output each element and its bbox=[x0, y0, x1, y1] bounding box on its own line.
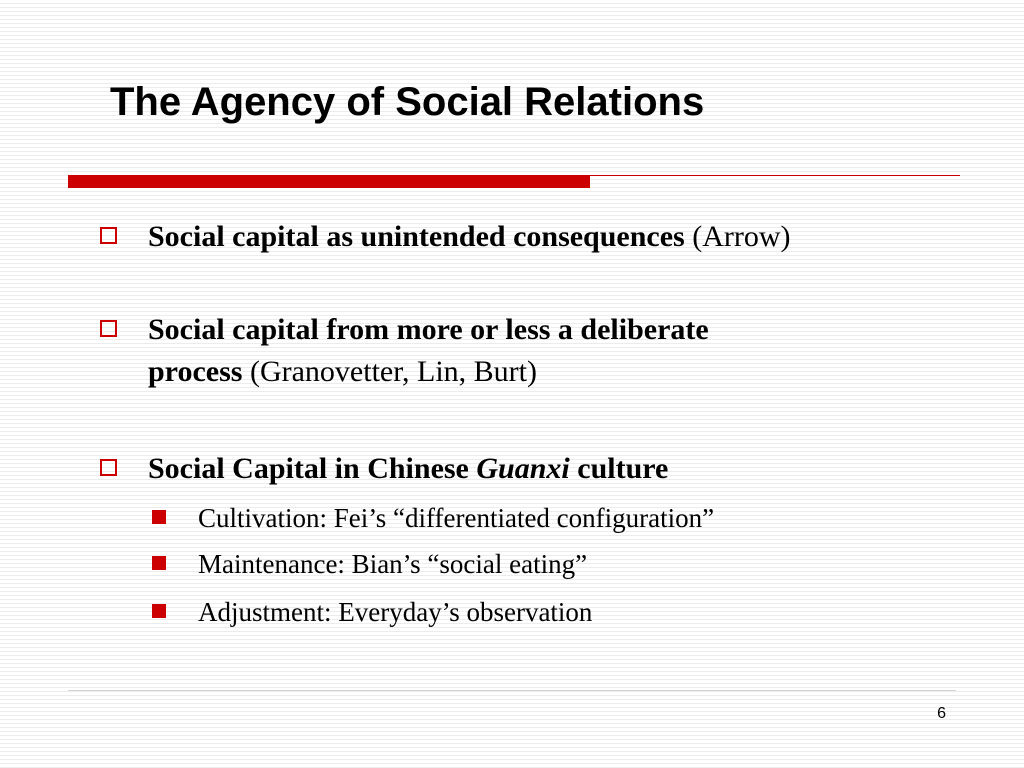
bullet-item-deliberate bbox=[148, 309, 968, 393]
bullet-citation: (Granovetter, Lin, Burt) bbox=[242, 355, 537, 388]
bullet-bold-text-line2: process bbox=[148, 355, 243, 388]
sub-bullet-adjustment bbox=[198, 594, 958, 630]
filled-square-icon bbox=[152, 556, 166, 570]
hollow-square-icon bbox=[100, 320, 117, 337]
slide-title: The Agency of Social Relations bbox=[110, 80, 705, 124]
footer-divider bbox=[68, 690, 956, 691]
bullet-bold-text: Social Capital in Chinese bbox=[148, 452, 477, 485]
bullet-citation: (Arrow) bbox=[684, 220, 791, 253]
hollow-square-icon bbox=[100, 227, 117, 244]
bullet-item-guanxi bbox=[148, 448, 968, 490]
sub-bullet-cultivation bbox=[198, 500, 958, 536]
bullet-item-arrow bbox=[148, 216, 968, 258]
hollow-square-icon bbox=[100, 459, 117, 476]
title-underline-thin bbox=[590, 175, 960, 176]
filled-square-icon bbox=[152, 510, 166, 524]
title-underline-thick bbox=[68, 175, 590, 188]
bullet-bold-text-end: culture bbox=[569, 452, 669, 485]
page-number: 6 bbox=[937, 705, 946, 722]
bullet-bold-text: Social capital as unintended consequences bbox=[148, 220, 685, 253]
sub-bullet-text: Maintenance: Bian’s “social eating” bbox=[198, 549, 588, 579]
bullet-bold-text-line1: Social capital from more or less a deliberate bbox=[148, 313, 709, 346]
filled-square-icon bbox=[152, 604, 166, 618]
sub-bullet-text: Cultivation: Fei’s “differentiated configuration” bbox=[198, 503, 715, 533]
sub-bullet-maintenance bbox=[198, 546, 958, 582]
sub-bullet-text: Adjustment: Everyday’s observation bbox=[198, 597, 593, 627]
bullet-italic-term: Guanxi bbox=[476, 452, 570, 485]
